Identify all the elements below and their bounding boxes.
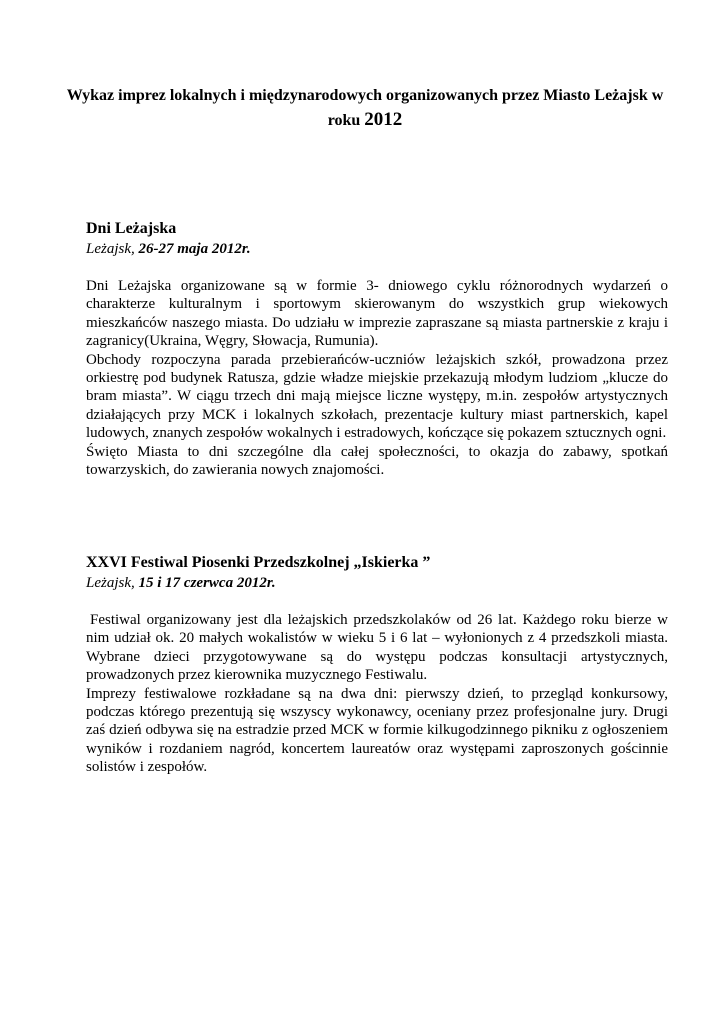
section-paragraph: Imprezy festiwalowe rozkładane są na dwa dni: pierwszy dzień, to przegląd konkursowy, podczas którego prezentują się wszyscy wykonawcy, oceniany przez profesjonalne jury. Drugi zaś dzień odbywa się na estradzie przed MCK w formie kilkugodzinnego pikniku z ogłoszeniem wyników i rozdaniem nagród, koncertem laureatów oraz występami zaproszonych gościnnie solistów i zespołów.: [86, 685, 668, 776]
section-festiwal-iskierka: [86, 553, 668, 777]
section-heading: XXVI Festiwal Piosenki Przedszkolnej „Iskierka ”: [86, 554, 431, 571]
document-title-year: 2012: [364, 109, 403, 130]
section-paragraph: Święto Miasta to dni szczególne dla całej społeczności, to okazja do zabawy, spotkań towarzyskich, do zawierania nowych znajomości.: [86, 443, 668, 479]
section-dates: 26-27 maja 2012r.: [138, 241, 251, 257]
section-dates: 15 i 17 czerwca 2012r.: [138, 575, 276, 591]
document-title-text: Wykaz imprez lokalnych i międzynarodowych organizowanych przez Miasto Leżajsk w roku: [66, 87, 664, 129]
document-title: [60, 84, 670, 133]
section-dateline: [86, 573, 668, 593]
section-paragraph: Dni Leżajska organizowane są w formie 3- dniowego cyklu różnorodnych wydarzeń o charakterze kulturalnym i sportowym skierowanym do wszystkich grup wiekowych mieszkańców naszego miasta. Do udziału w imprezie zapraszane są miasta partnerskie z kraju i zagranicy(Ukraina, Węgry, Słowacja, Rumunia).: [86, 278, 668, 350]
section-city: Leżajsk,: [86, 241, 135, 257]
section-city: Leżajsk,: [86, 575, 135, 591]
section-heading: Dni Leżajska: [86, 220, 177, 237]
section-dateline: [86, 239, 668, 259]
section-paragraph: Festiwal organizowany jest dla leżajskich przedszkolaków od 26 lat. Każdego roku bierze w nim udział ok. 20 małych wokalistów w wieku 5 i 6 lat – wyłonionych z 4 przedszkoli miasta. Wybrane dzieci przygotowywane są do występu podczas konsultacji artystycznych, prowadzonych przez kierownika muzycznego Festiwalu.: [86, 612, 668, 684]
section-paragraph: Obchody rozpoczyna parada przebierańców-uczniów leżajskich szkół, prowadzona przez orkiestrę pod budynek Ratusza, gdzie władze miejskie przekazują młodym ludziom „klucze do bram miasta”. W ciągu trzech dni mają miejsce liczne występy, m.in. zespołów artystycznych działających przy MCK i lokalnych szkołach, prezentacje kultury miast partnerskich, kapel ludowych, znanych zespołów wokalnych i estradowych, kończące się pokazem sztucznych ogni.: [86, 351, 668, 442]
section-dni-lezajska: [86, 219, 668, 479]
